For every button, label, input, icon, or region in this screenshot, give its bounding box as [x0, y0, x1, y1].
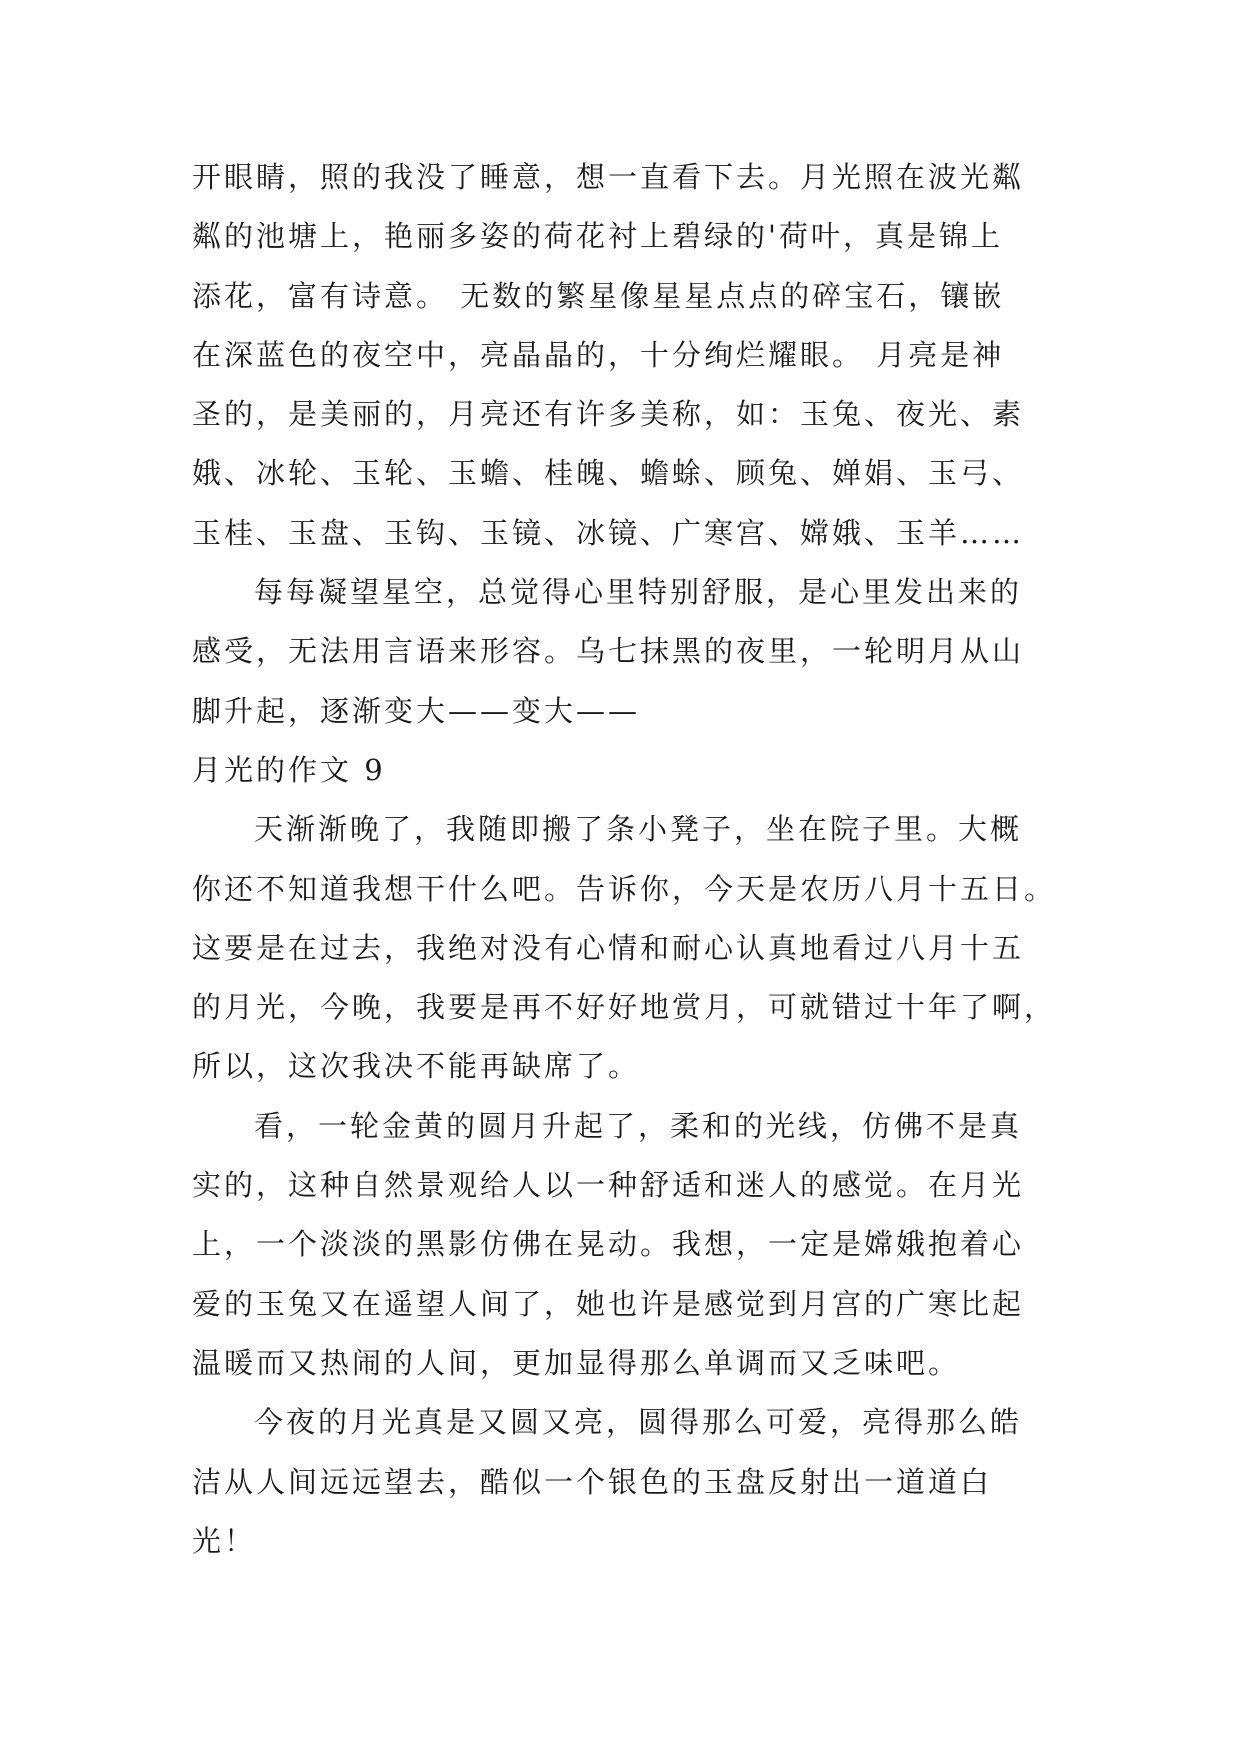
text-line: 在深蓝色的夜空中，亮晶晶的，十分绚烂耀眼。 月亮是神 [192, 337, 1005, 372]
text-line: 看，一轮金黄的圆月升起了，柔和的光线，仿佛不是真 [254, 1108, 1023, 1143]
text-line: 爱的玉兔又在遥望人间了，她也许是感觉到月宫的广寒比起 [192, 1286, 1025, 1321]
text-line: 娥、冰轮、玉轮、玉蟾、桂魄、蟾蜍、顾兔、婵娟、玉弓、 [192, 456, 1025, 491]
text-line: 温暖而又热闹的人间，更加显得那么单调而又乏味吧。 [192, 1345, 961, 1380]
text-line: 上，一个淡淡的黑影仿佛在晃动。我想，一定是嫦娥抱着心 [192, 1227, 1025, 1262]
text-line: 天渐渐晚了，我随即搬了条小凳子，坐在院子里。大概 [254, 812, 1023, 847]
text-line: 实的，这种自然景观给人以一种舒适和迷人的感觉。在月光 [192, 1168, 1025, 1203]
text-line: 今夜的月光真是又圆又亮，圆得那么可爱，亮得那么皓 [254, 1405, 1023, 1440]
text-line: 这要是在过去，我绝对没有心情和耐心认真地看过八月十五 [192, 930, 1025, 965]
text-line: 添花，富有诗意。 无数的繁星像星星点点的碎宝石，镶嵌 [192, 278, 1005, 313]
text-line: 玉桂、玉盘、玉钩、玉镜、冰镜、广寒宫、嫦娥、玉羊…… [192, 515, 1025, 550]
text-line: 的月光，今晚，我要是再不好好地赏月，可就错过十年了啊， [192, 990, 1057, 1025]
section-heading: 月光的作文 9 [192, 752, 386, 787]
text-line: 光！ [192, 1523, 257, 1558]
text-line: 感受，无法用言语来形容。乌七抹黑的夜里，一轮明月从山 [192, 634, 1025, 669]
document-body [192, 158, 1072, 1581]
text-line: 粼的池塘上，艳丽多姿的荷花衬上碧绿的'荷叶，真是锦上 [192, 219, 1003, 254]
text-line: 开眼睛，照的我没了睡意，想一直看下去。月光照在波光粼 [192, 160, 1025, 194]
text-line: 洁从人间远远望去，酷似一个银色的玉盘反射出一道道白 [192, 1464, 993, 1499]
text-line: 你还不知道我想干什么吧。告诉你，今天是农历八月十五日。 [192, 871, 1057, 906]
text-line: 圣的，是美丽的，月亮还有许多美称，如：玉兔、夜光、素 [192, 397, 1025, 432]
text-line: 每每凝望星空，总觉得心里特别舒服，是心里发出来的 [254, 575, 1023, 610]
text-line: 脚升起，逐渐变大——变大—— [192, 693, 641, 728]
text-line: 所以，这次我决不能再缺席了。 [192, 1049, 641, 1084]
